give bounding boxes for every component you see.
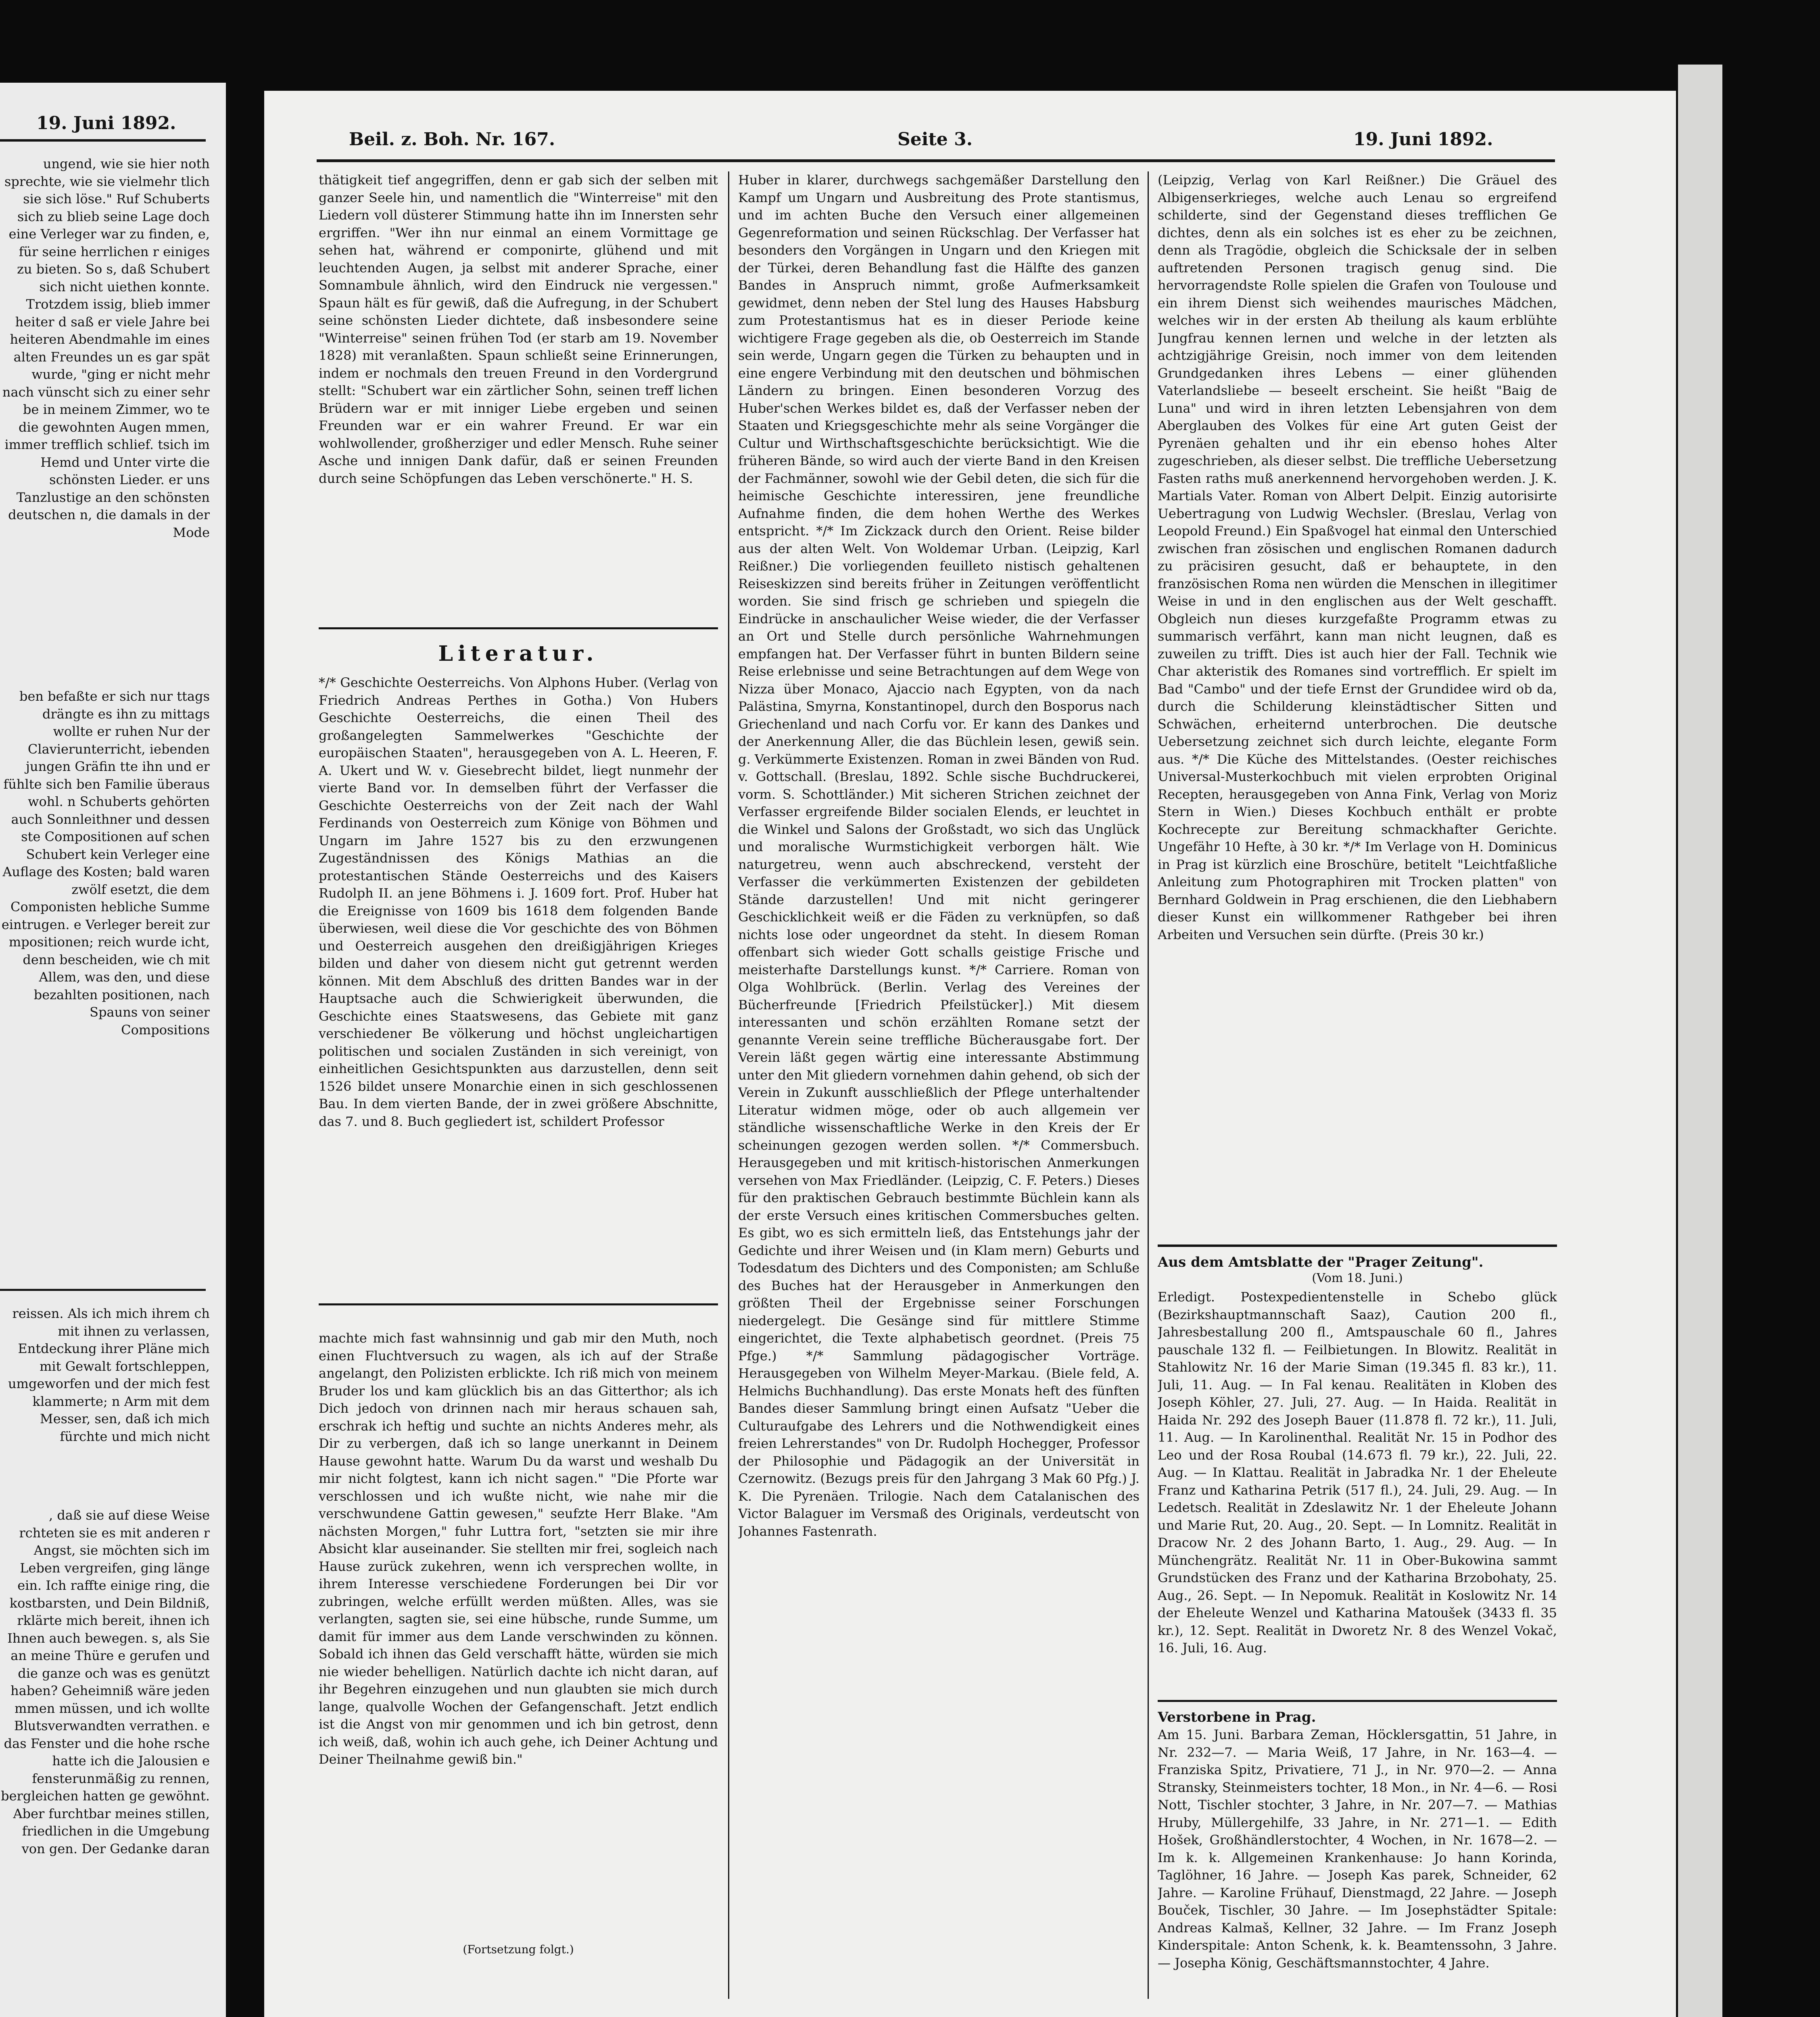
column-2 <box>738 171 1140 2011</box>
schubert-article-end: thätigkeit tief angegriffen, denn er gab sich der selben mit ganzer Seele hin, und namentlich die "Winterreise" mit den Liedern voll düsterer Stimmung hatte ihn im Innersten sehr ergriffen. "Wer ihn nur einmal an einem Vormittage ge sehen hat, während er componirte, glühend und mit leuchtenden Augen, ja selbst mit anderer Sprache, einer Somnambule ähnlich, wird den Eindruck nie vergessen." Spaun hält es für gewiß, daß die Aufregung, in der Schubert seine schönsten Lieder dichtete, daß insbesondere seine "Winterreise" seinen frühen Tod (er starb am 19. November 1828) mit veranlaßten. Spaun schließt seine Erinnerungen, indem er nochmals den treuen Freund in den Vordergrund stellt: "Schubert war ein zärtlicher Sohn, seinen treff lichen Brüdern war er mit inniger Liebe ergeben und seinen Freunden war er ein wahrer Freund. Er war ein wohlwollender, großherziger und edler Mensch. Ruhe seiner Asche und innigen Dank dafür, daß er seinen Freunden durch seine Schöpfungen das Leben verschönerte." H. S. <box>319 172 718 486</box>
left-page-date: 19. Juni 1892. <box>36 113 176 134</box>
header-issue: Beil. z. Boh. Nr. 167. <box>349 129 555 150</box>
column-1 <box>319 171 718 2011</box>
column-divider-1 <box>728 171 729 1999</box>
left-section-rule <box>0 1289 206 1291</box>
column-divider-2 <box>1148 171 1149 1999</box>
literature-reviews-column-2: Huber in klarer, durchwegs sachgemäßer Darstellung den Kampf um Ungarn und Ausbreitung des Prote stantismus, und im achten Buche den Versuch einer allgemeinen Gegenreformation und seinen Rückschlag. Der Verfasser hat besonders den Vorgängen in Ungarn und den Kriegen mit der Türkei, deren Behandlung fast die Hälfte des ganzen Bandes in Anspruch nimmt, große Aufmerksamkeit gewidmet, denn neben der Stel lung des Hauses Habsburg zum Protestantismus hat es in dieser Periode keine wichtigere Frage gegeben als die, ob Oesterreich im Stande sein werde, Ungarn gegen die Türken zu behaupten und in eine engere Verbindung mit den deutschen und böhmischen Ländern zu bringen. Einen besonderen Vorzug des Huber'schen Werkes bildet es, daß der Verfasser neben der Staaten und Kriegsgeschichte mehr als seine Vorgänger die Cultur und Wirthschaftsgeschichte berücksichtigt. Wie die früheren Bände, so wird auch der vierte Band in den Kreisen der Fachmänner, sowohl wie der Gebil deten, die sich für die heimische Geschichte interessiren, jene freundliche Aufnahme finden, die dem hohen Werthe des Werkes entspricht. */* Im Zickzack durch den Orient. Reise bilder aus der alten Welt. Von Woldemar Urban. (Leipzig, Karl Reißner.) Die vorliegenden feuilleto nistisch gehaltenen Reiseskizzen sind bereits früher in Zeitungen veröffentlicht worden. Sie sind frisch ge schrieben und spiegeln die Eindrücke in anschaulicher Weise wieder, die der Verfasser an Ort und Stelle durch persönliche Wahrnehmungen empfangen hat. Der Verfasser führt in bunten Bildern seine Reise erlebnisse und seine Betrachtungen auf dem Wege von Nizza über Monaco, Ajaccio nach Egypten, von da nach Palästina, Smyrna, Konstantinopel, durch den Bosporus nach Griechenland und nach Corfu vor. Er kann des Dankes und der Anerkennung Aller, die das Büchlein lesen, gewiß sein. g. Verkümmerte Existenzen. Roman in zwei Bänden von Rud. v. Gottschall. (Breslau, 1892. Schle sische Buchdruckerei, vorm. S. Schottländer.) Mit sicheren Strichen zeichnet der Verfasser ergreifende Bilder socialen Elends, er leuchtet in die Winkel und Salons der Großstadt, wo sich das Unglück und moralische Wurmstichigkeit verborgen hält. Wie naturgetreu, wenn auch abschreckend, versteht der Verfasser die verkümmerten Existenzen der gebildeten Stände darzustellen! Und mit nicht geringerer Geschicklichkeit weiß er die Fäden zu verknüpfen, so daß nichts lose oder ungeordnet da steht. In diesem Roman offenbart sich wieder Gott schalls geistige Frische und meisterhafte Darstellungs kunst. */* Carriere. Roman von Olga Wohlbrück. (Berlin. Verlag des Vereines der Bücherfreunde [Friedrich Pfeilstücker].) Mit diesem interessanten und schön erzählten Romane setzt der genannte Verein seine treffliche Bücherausgabe fort. Der Verein läßt gegen wärtig eine interessante Abstimmung unter den Mit gliedern vornehmen dahin gehend, ob sich der Verein in Zukunft ausschließlich der Pflege unterhaltender Literatur widmen möge, oder ob auch allgemein ver ständliche wissenschaftliche Werke in den Kreis der Er scheinungen gezogen werden sollen. */* Commersbuch. Herausgegeben und mit kritisch-historischen Anmerkungen versehen von Max Friedländer. (Leipzig, C. F. Peters.) Dieses für den praktischen Gebrauch bestimmte Büchlein kann als der erste Versuch eines kritischen Commersbuches gelten. Es gibt, wo es sich ermitteln ließ, das Entstehungs jahr der Gedichte und ihrer Weisen und (in Klam mern) Geburts und Todesdatum des Dichters und des Componisten; am Schluße des Buches hat der Herausgeber in Anmerkungen den größten Theil der Ergebnisse seiner Forschungen niedergelegt. Die Gesänge sind für mittlere Stimme eingerichtet, die Texte alphabetisch geordnet. (Preis 75 Pfge.) */* Sammlung pädagogischer Vorträge. Herausgegeben von Wilhelm Meyer-Markau. (Biele feld, A. Helmichs Buchhandlung). Das erste Monats heft des fünften Bandes dieser Sammlung bringt einen Aufsatz "Ueber die Culturaufgabe des Lehrers und die Nothwendigkeit eines freien Lehrerstandes" von Dr. Rudolph Hochegger, Professor der Philosophie und Pädagogik an der Universität in Czernowitz. (Bezugs preis für den Jahrgang 3 Mak 60 Pfg.) J. K. Die Pyrenäen. Trilogie. Nach dem Catalanischen des Victor Balaguer im Versmaß des Originals, verdeutscht von Johannes Fastenrath. <box>738 172 1140 1539</box>
header-rule <box>317 159 1555 162</box>
page-edge <box>1678 65 1722 2017</box>
literature-heading: Literatur. <box>438 641 599 666</box>
continuation-note: (Fortsetzung folgt.) <box>463 1943 574 1956</box>
main-page <box>264 91 1676 2017</box>
literature-top-rule <box>319 627 718 629</box>
left-text-block-3: reissen. Als ich mich ihrem ch mit ihnen zu verlassen, Entdeckung ihrer Pläne mich mit Gewalt fortschleppen, umgeworfen und der mich fest klammerte; n Arm mit dem Messer, sen, daß ich mich fürchte und mich nicht <box>8 1306 210 1444</box>
serial-story: machte mich fast wahnsinnig und gab mir den Muth, noch einen Fluchtversuch zu wagen, als ich auf der Straße angelangt, den Polizisten erblickte. Ich riß mich von meinem Bruder los und kam glücklich bis an das Gitterthor; als ich Dich jedoch von drinnen nach mir heraus schauen sah, erschrak ich heftig und suchte an nichts Anderes mehr, als Dir zu verbergen, daß ich so lange unerkannt in Deinem Hause gewohnt hatte. Warum Du da warst und weshalb Du mir nicht folgtest, kann ich nicht sagen." "Die Pforte war verschlossen und ich wußte nicht, wie nahe mir die verschwundene Gattin gewesen," seufzte Herr Blake. "Am nächsten Morgen," fuhr Luttra fort, "setzten sie mir ihre Absicht klar auseinander. Sie stellten mir frei, sogleich nach Hause zurück zukehren, wenn ich versprechen wollte, in ihrem Interesse verschiedene Forderungen bei Dir vor zubringen, welche erfüllt werden müßten. Alles, was sie verlangten, sagten sie, sei eine hübsche, runde Summe, um damit für immer aus dem Lande verschwinden zu können. Sobald ich ihnen das Geld verschafft hätte, würden sie mich nie wieder behelligen. Natürlich dachte ich nicht daran, auf ihr Begehren einzugehen und nun glaubten sie mich durch lange, qualvolle Wochen der Gefangenschaft. Jetzt endlich ist die Angst von mir genommen und ich bin getrost, denn ich weiß, daß, wohin ich auch gehe, ich Deiner Achtung und Deiner Theilnahme gewiß bin." <box>319 1330 718 1767</box>
amtsblatt-rule <box>1158 1244 1557 1247</box>
column-3 <box>1158 171 1557 2011</box>
deaths-rule <box>1158 1700 1557 1702</box>
left-text-block-4: , daß sie auf diese Weise rchteten sie es mit anderen r Angst, sie möchten sich im Leben vergreifen, ging länge ein. Ich raffte einige ring, die kostbarsten, und Dein Bildniß, rklärte mich bereit, ihnen ich Ihnen auch bewegen. s, als Sie an meine Thüre e gerufen und die ganze och was es genützt haben? Geheimniß wäre jeden mmen müssen, und ich wollte Blutsverwandten verrathen. e das Fenster und die hohe rsche hatte ich die Jalousien e fensterunmäßig zu rennen, bergleichen hatten ge gewöhnt. Aber furchtbar meines stillen, friedlichen in die Umgebung von gen. Der Gedanke daran <box>1 1508 210 1856</box>
header-date: 19. Juni 1892. <box>1353 129 1493 150</box>
left-text-block-2: ben befaßte er sich nur ttags drängte es ihn zu mittags wollte er ruhen Nur der Clavierunterricht, iebenden jungen Gräfin tte ihn und er fühlte sich ben Familie überaus wohl. n Schuberts gehörten auch Sonnleithner und dessen ste Compositionen auf schen Schubert kein Verleger eine Auflage des Kosten; bald waren zwölf esetzt, die dem Componisten hebliche Summe eintrugen. e Verleger bereit zur mpositionen; reich wurde icht, denn bescheiden, wie ch mit Allem, was den, und diese bezahlten positionen, nach Spauns von seiner Compositions <box>1 689 210 1038</box>
amtsblatt-notices: Erledigt. Postexpedientenstelle in Schebo glück (Bezirkshauptmannschaft Saaz), Caution 200 fl., Jahresbestallung 200 fl., Amtspauschale 60 fl., Jahres pauschale 132 fl. — Feilbietungen. In Blowitz. Realität in Stahlowitz Nr. 16 der Marie Siman (19.345 fl. 83 kr.), 11. Juli, 11. Aug. — In Fal kenau. Realitäten in Kloben des Joseph Köhler, 27. Juli, 27. Aug. — In Haida. Realität in Haida Nr. 292 des Joseph Bauer (11.878 fl. 72 kr.), 11. Juli, 11. Aug. — In Karolinenthal. Realität Nr. 15 in Podhor des Leo und der Rosa Roubal (14.673 fl. 79 kr.), 22. Juli, 22. Aug. — In Klattau. Realität in Jabradka Nr. 1 der Eheleute Franz und Katharina Petrik (517 fl.), 24. Juli, 29. Aug. — In Ledetsch. Realität in Zdeslawitz Nr. 1 der Eheleute Johann und Marie Rut, 20. Aug., 20. Sept. — In Lomnitz. Realität in Dracow Nr. 2 des Johann Barto, 1. Aug., 29. Aug. — In Münchengrätz. Realität Nr. 11 in Ober-Bukowina sammt Grundstücken des Franz und der Katharina Brzobohaty, 25. Aug., 26. Sept. — In Nepomuk. Realität in Koslowitz Nr. 14 der Eheleute Wenzel und Katharina Matoušek (3433 fl. 35 kr.), 12. Sept. Realität in Dworetz Nr. 8 des Wenzel Vokač, 16. Juli, 16. Aug. <box>1158 1289 1557 1656</box>
left-header-rule <box>0 139 206 142</box>
review-huber: */* Geschichte Oesterreichs. Von Alphons Huber. (Verlag von Friedrich Andreas Perthes in Gotha.) Von Hubers Geschichte Oesterreichs, die einen Theil des großangelegten Sammelwerkes "Geschichte der europäischen Staaten", herausgegeben von A. L. Heeren, F. A. Ukert und W. v. Giesebrecht bildet, liegt nunmehr der vierte Band vor. In demselben führt der Verfasser die Geschichte Oesterreichs von der Zeit nach der Wahl Ferdinands von Oesterreich zum Könige von Böhmen und Ungarn im Jahre 1527 bis zu den erzwungenen Zugeständnissen des Königs Mathias an die protestantischen Stände Oesterreichs und des Kaisers Rudolph II. an jene Böhmens i. J. 1609 fort. Prof. Huber hat die Ereignisse von 1609 bis 1618 dem folgenden Bande überwiesen, weil diese die Vor geschichte des von Böhmen und Oesterreich ausgehen den dreißigjährigen Krieges bilden und daher von diesem nicht gut getrennt werden können. Mit dem Abschluß des dritten Bandes war in der Hauptsache auch die Schwierigkeit überwunden, die Geschichte eines Staatswesens, das Gebiete mit ganz verschiedener Be völkerung und höchst ungleichartigen politischen und socialen Zuständen in sich vereinigt, von einheitlichen Gesichtspunkten aus darzustellen, denn seit 1526 bildet unsere Monarchie einen in sich geschlossenen Bau. In dem vierten Bande, der in zwei größere Abschnitte, das 7. und 8. Buch gegliedert ist, schildert Professor <box>319 675 718 1129</box>
feuilleton-rule <box>319 1303 718 1305</box>
amtsblatt-date: (Vom 18. Juni.) <box>1312 1271 1403 1285</box>
header-page-number: Seite 3. <box>897 129 973 150</box>
left-column-bottom <box>0 1305 210 2017</box>
deaths-title: Verstorbene in Prag. <box>1158 1709 1316 1725</box>
left-page <box>0 83 226 2017</box>
deaths-list: Am 15. Juni. Barbara Zeman, Höcklersgattin, 51 Jahre, in Nr. 232—7. — Maria Weiß, 17 Jahre, in Nr. 163—4. — Franziska Spitz, Privatiere, 71 J., in Nr. 970—2. — Anna Stransky, Steinmeisters tochter, 18 Mon., in Nr. 4—6. — Rosi Nott, Tischler stochter, 3 Jahre, in Nr. 207—7. — Mathias Hruby, Müllergehilfe, 33 Jahre, in Nr. 271—1. — Edith Hošek, Großhändlerstochter, 4 Wochen, in Nr. 1678—2. — Im k. k. Allgemeinen Krankenhause: Jo hann Korinda, Taglöhner, 16 Jahre. — Joseph Kas parek, Schneider, 62 Jahre. — Karoline Frühauf, Dienstmagd, 22 Jahre. — Joseph Bouček, Tischler, 30 Jahre. — Im Josephstädter Spitale: Andreas Kalmaš, Kellner, 32 Jahre. — Im Franz Joseph Kinderspitale: Anton Schenk, k. k. Beamtenssohn, 3 Jahre. — Josepha König, Geschäftsmannstochter, 4 Jahre. <box>1158 1727 1557 1971</box>
amtsblatt-title: Aus dem Amtsblatte der "Prager Zeitung". <box>1158 1254 1484 1270</box>
left-text-block-1: ungend, wie sie hier noth sprechte, wie sie vielmehr tlich sie sich löse." Ruf Schuberts sich zu blieb seine Lage doch eine Verleger war zu finden, e, für seine herrlichen r einiges zu bieten. So s, daß Schubert sich nicht uiethen konnte. Trotzdem issig, blieb immer heiter d saß er viele Jahre bei heiteren Abendmahle im eines alten Freundes un es gar spät wurde, "ging er nicht mehr nach vünscht sich zu einer sehr be in meinem Zimmer, wo te die gewohnten Augen mmen, immer trefflich schlief. tsich im Hemd und Unter virte die schönsten Lieder. er uns Tanzlustige an den schönsten deutschen n, die damals in der Mode <box>2 156 210 540</box>
left-column-top <box>0 155 210 1244</box>
literature-reviews-column-3: (Leipzig, Verlag von Karl Reißner.) Die Gräuel des Albigenserkrieges, welche auch Lenau so ergreifend schilderte, sind der Gegenstand dieses trefflichen Ge dichtes, denn als ein solches ist es eher zu be zeichnen, denn als Tragödie, obgleich die Schicksale der in selben auftretenden Personen tragisch genug sind. Die hervorragendste Rolle spielen die Grafen von Toulouse und ein ihrem Dienst sich weihendes maurisches Mädchen, welches wir in der ersten Ab theilung als kaum erblühte Jungfrau kennen lernen und welche in der letzten als achtzigjährige Greisin, noch immer von dem leitenden Grundgedanken ihres Lebens — einer glühenden Vaterlandsliebe — beseelt erscheint. Sie heißt "Baig de Luna" und wird in ihren letzten Lebensjahren von dem Aberglauben des Volkes für eine Art guten Geist der Pyrenäen gehalten und ihr ein ebenso hohes Alter zugeschrieben, als dieser selbst. Die treffliche Uebersetzung Fasten raths muß anerkennend hervorgehoben werden. J. K. Martials Vater. Roman von Albert Delpit. Einzig autorisirte Uebertragung von Ludwig Wechsler. (Breslau, Verlag von Leopold Freund.) Ein Spaßvogel hat einmal den Unterschied zwischen fran zösischen und englischen Romanen dadurch zu präcisiren gesucht, daß er behauptete, in den französischen Roma nen würden die Menschen in illegitimer Weise in und in den englischen aus der Welt geschafft. Obgleich nun dieses kurzgefaßte Programm etwas zu summarisch verfährt, kann man nicht leugnen, daß es zuweilen zu trifft. Dies ist auch hier der Fall. Technik wie Char akteristik des Romanes sind vortrefflich. Er spielt im Bad "Cambo" und der tiefe Ernst der Grundidee wird ob da, durch die Schilderung kleinstädtischer Sitten und Schwächen, erheiternd unterbrochen. Die deutsche Uebersetzung zeichnet sich durch leichte, elegante Form aus. */* Die Küche des Mittelstandes. (Oester reichisches Universal-Musterkochbuch mit vielen erprobten Original Recepten, herausgegeben von Anna Fink, Verlag von Moriz Stern in Wien.) Dieses Kochbuch enthält er probte Kochrecepte zur Bereitung schmackhafter Gerichte. Ungefähr 10 Hefte, à 30 kr. */* Im Verlage von H. Dominicus in Prag ist kürzlich eine Broschüre, betitelt "Leichtfaßliche Anleitung zum Photographiren mit Trocken platten" von Bernhard Goldwein in Prag erschienen, die den Liebhabern dieser Kunst ein willkommener Rathgeber bei ihren Arbeiten und Versuchen sein dürfte. (Preis 30 kr.) <box>1158 172 1557 942</box>
